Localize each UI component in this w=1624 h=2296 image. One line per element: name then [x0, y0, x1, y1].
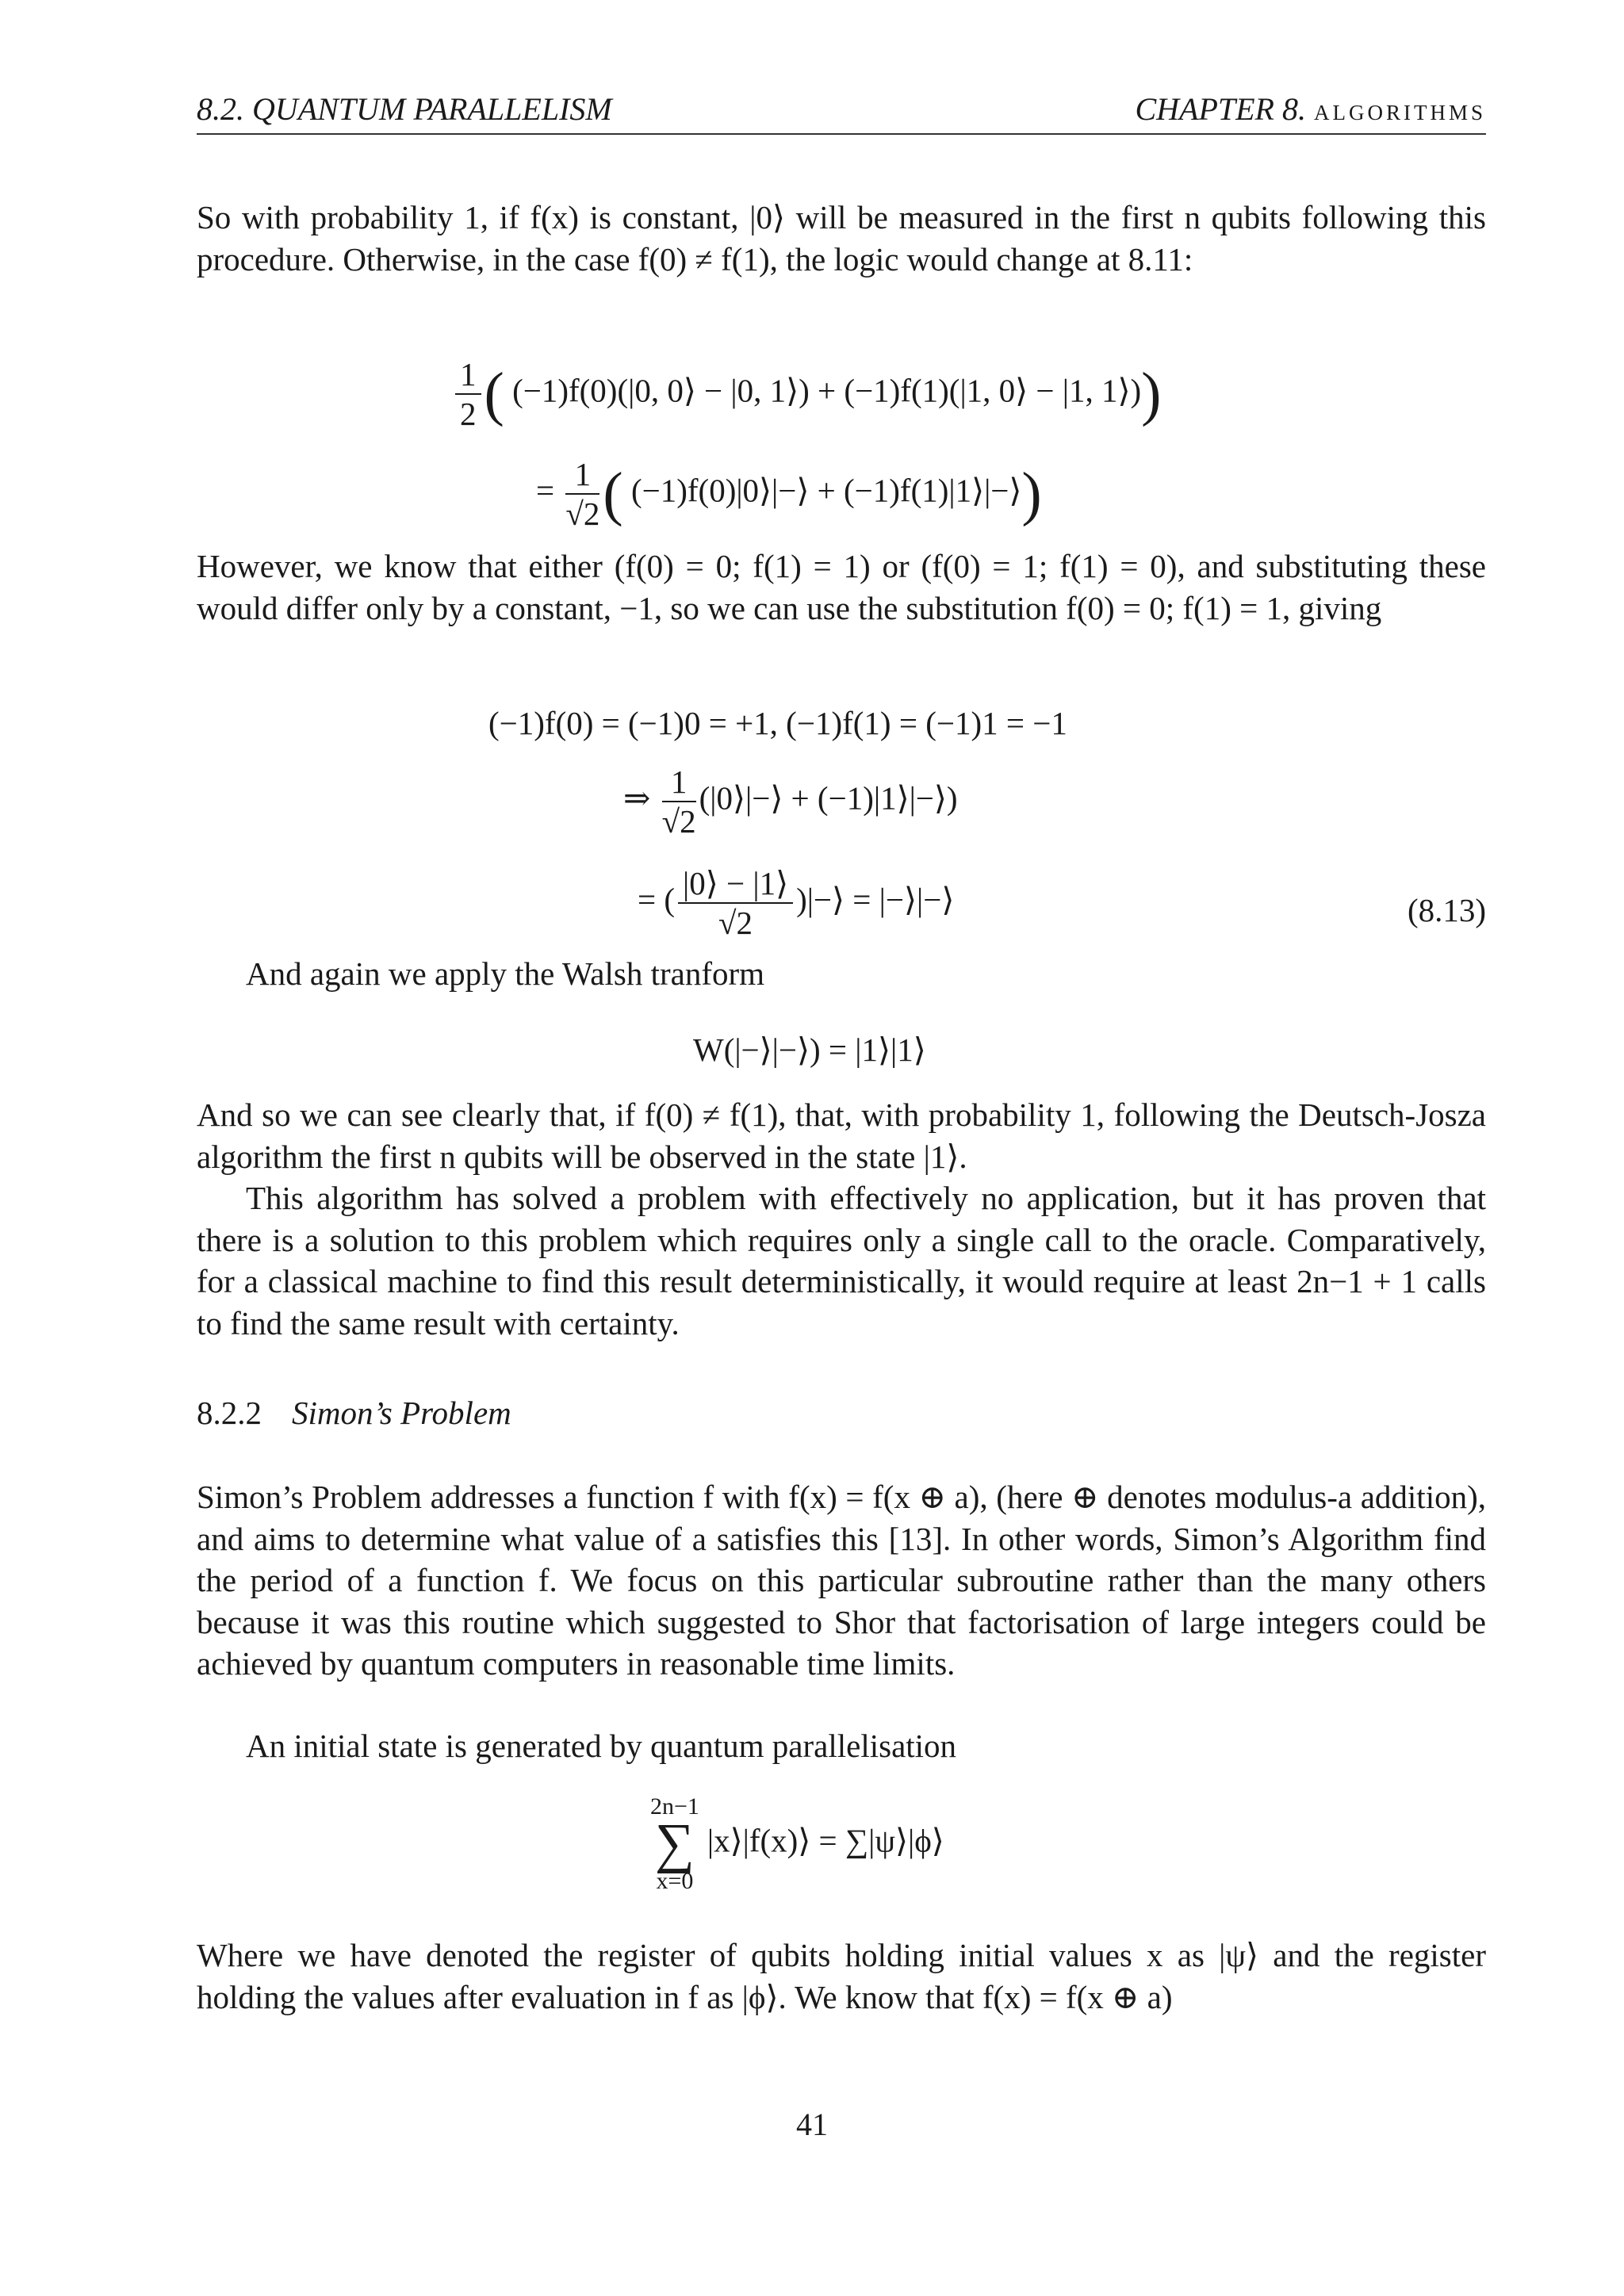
equation-b-body: (−1)f(0)|0⟩|−⟩ + (−1)f(1)|1⟩|−⟩ — [630, 472, 1022, 509]
equation-number: (8.13) — [1407, 892, 1486, 928]
paragraph-3: And again we apply the Walsh tranform — [246, 955, 765, 992]
subsection-number: 8.2.2 — [197, 1395, 262, 1431]
subsection-title: Simon’s Problem — [292, 1395, 511, 1431]
header-section: 8.2. QUANTUM PARALLELISM — [197, 91, 612, 127]
equation-g-body: |x⟩|f(x)⟩ = ∑|ψ⟩|ϕ⟩ — [707, 1822, 944, 1859]
equation-a: $\frac{1}{2}$ ( (−1)f(0)(|0, 0⟩ − |0, 1⟩) + (−1)f(1)(|1, 0⟩ − |1, 1⟩)) — [452, 355, 1161, 433]
header-chapter-title: algorithms — [1313, 94, 1486, 127]
frac-b: $\frac{1}{√2}$ — [565, 456, 600, 532]
equation-d: ⇒ $\frac{1}{√2}$ (|0⟩|−⟩ + (−1)|1⟩|−⟩) — [623, 763, 958, 840]
paragraph-7: An initial state is generated by quantum parallelisation — [246, 1728, 957, 1764]
paragraph-8: Where we have denoted the register of qubits holding initial values x as |ψ⟩ and the register holding the values after evaluation in f as |ϕ⟩. We know that f(x) = f(x ⊕ a) — [197, 1937, 1486, 2015]
equation-c: (−1)f(0) = (−1)0 = +1, (−1)f(1) = (−1)1 = −1 — [488, 705, 1067, 741]
paragraph-1: So with probability 1, if f(x) is constant, |0⟩ will be measured in the first n qubits following this procedure. Otherwise, in the case f(0) ≠ f(1), the logic would change at 8.11: — [197, 199, 1486, 277]
paragraph-5: This algorithm has solved a problem with effectively no application, but it has proven that there is a solution to this problem which requires only a single call to the oracle. Comparatively, for a classical machine to find this result deterministically, it would require at least 2n−1 + 1 calls to find the same result with certainty. — [197, 1180, 1486, 1341]
equation-g — [650, 1793, 944, 1895]
summation: 2n−1 ∑ x=0 — [650, 1793, 699, 1894]
frac-d: $\frac{1}{√2}$ — [661, 763, 696, 840]
paragraph-4: And so we can see clearly that, if f(0) ≠ f(1), that, with probability 1, following the Deutsch-Josza algorithm the first n qubits will be observed in the state |1⟩. — [197, 1096, 1486, 1175]
running-header — [197, 86, 1486, 135]
equation-d-body: (|0⟩|−⟩ + (−1)|1⟩|−⟩) — [699, 779, 958, 817]
equation-a-body: (−1)f(0)(|0, 0⟩ − |0, 1⟩) + (−1)f(1)(|1, 0⟩ − |1, 1⟩) — [512, 372, 1142, 409]
equation-f: W(|−⟩|−⟩) = |1⟩|1⟩ — [693, 1031, 926, 1068]
equation-e-body: )|−⟩ = |−⟩|−⟩ — [796, 881, 955, 918]
header-chapter-number: CHAPTER 8. — [1135, 91, 1306, 127]
equation-e: = ( $\frac{|0⟩ - |1⟩}{√2}$ )|−⟩ = |−⟩|−⟩ — [638, 865, 955, 941]
subsection-heading — [197, 1394, 511, 1432]
paragraph-6: Simon’s Problem addresses a function f with f(x) = f(x ⊕ a), (here ⊕ denotes modulus-a addition), and aims to determine what value of a satisfies this [13]. In other words, Simon’s Algorithm find the period of a function f. We focus on this particular subroutine rather than the many others because it was this routine which suggested to Shor that factorisation of large integers could be achieved by quantum computers in reasonable time limits. — [197, 1479, 1486, 1682]
frac-a: $\frac{1}{2}$ — [455, 355, 481, 433]
paragraph-2: However, we know that either (f(0) = 0; f(1) = 1) or (f(0) = 1; f(1) = 0), and substituting these would differ only by a constant, −1, so we can use the substitution f(0) = 0; f(1) = 1, giving — [197, 548, 1486, 626]
equation-b: = $\frac{1}{√2}$ ( (−1)f(0)|0⟩|−⟩ + (−1)f(1)|1⟩|−⟩) — [536, 456, 1042, 532]
frac-e: $\frac{|0⟩ - |1⟩}{√2}$ — [678, 864, 793, 942]
page-number: 41 — [796, 2107, 828, 2142]
header-chapter — [1135, 90, 1486, 128]
